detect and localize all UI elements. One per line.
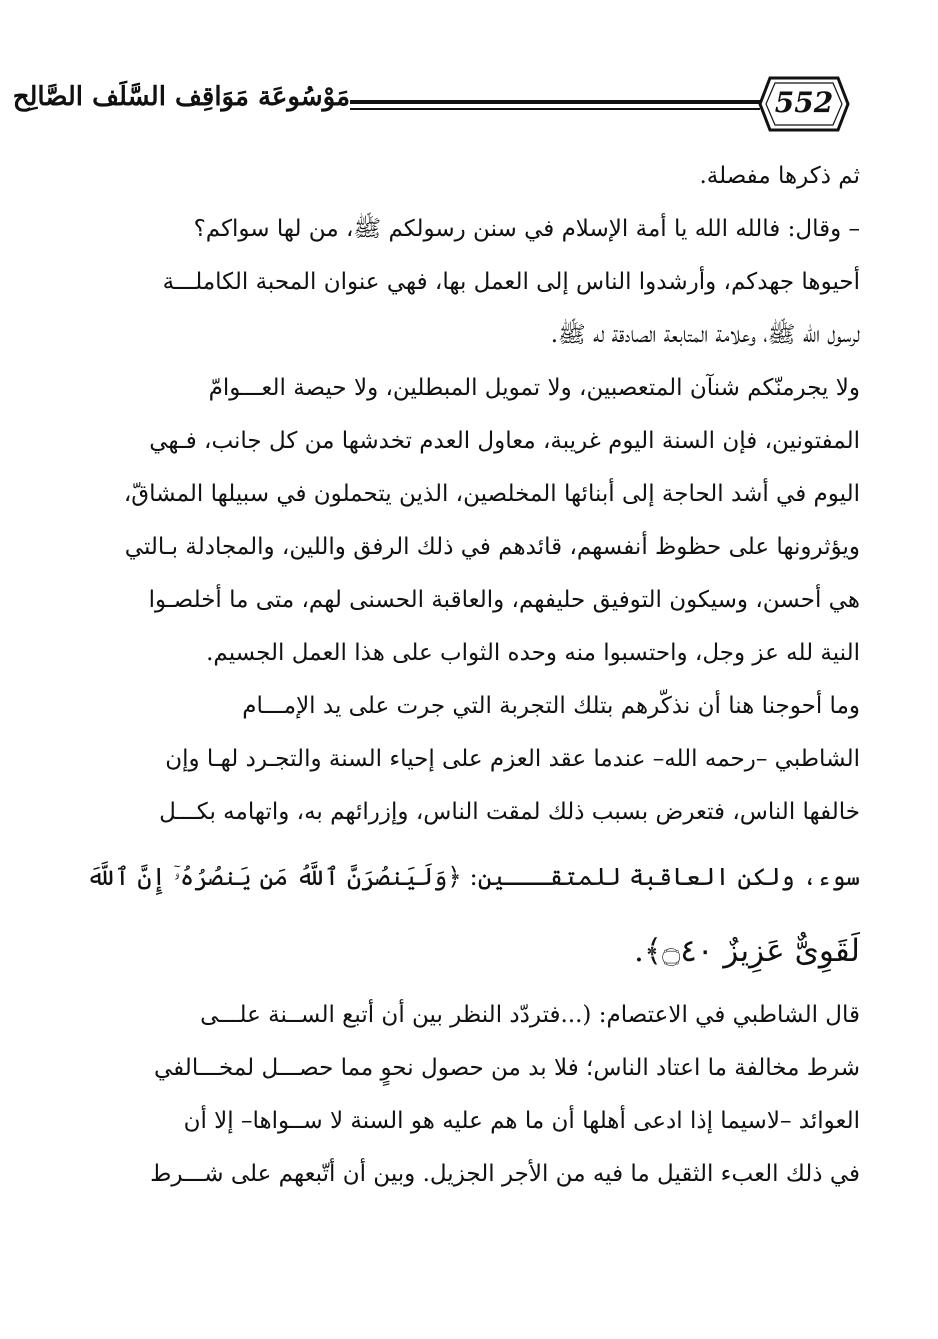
text-line: الشاطبي –رحمه الله– عندما عقد العزم على إحياء السنة والتجـرد لهـا وإن [165,746,860,772]
quran-verse-line: سوء، ولكن العاقبة للمتقـــين: ﴿وَلَيَنصُرَنَّ ٱللَّهُ مَن يَنصُرُهُۥٓ إِنَّ ٱللَّهَ [86,862,860,891]
text-line: ويؤثرونها على حظوظ أنفسهم، قائدهم في ذلك الرفق واللين، والمجادلة بـالتي [124,534,860,560]
text-line: اليوم في أشد الحاجة إلى أبنائها المخلصين، الذين يتحملون في سبيلها المشاقّ، [123,481,860,507]
text-line: هي أحسن، وسيكون التوفيق حليفهم، والعاقبة الحسنى لهم، متى ما أخلصـوا [148,587,860,613]
header-rule [350,100,760,104]
text-line: أحيوها جهدكم، وأرشدوا الناس إلى العمل بها، فهي عنوان المحبة الكاملـــة [162,269,860,295]
text-line: وما أحوجنا هنا أن نذكّرهم بتلك التجربة التي جرت على يد الإمـــام [242,693,860,719]
text-line: العوائد –لاسيما إذا ادعى أهلها أن ما هم عليه هو السنة لا ســواها– إلا أن [183,1108,860,1134]
page-number-badge [758,74,850,134]
page-number: 552 [774,86,834,119]
page-body [78,150,860,1201]
text-line: شرط مخالفة ما اعتاد الناس؛ فلا بد من حصول نحوٍ مما حصـــل لمخـــالفي [154,1055,860,1081]
text-line: خالفها الناس، فتعرض بسبب ذلك لمقت الناس، وإزرائهم به، واتهامه بكـــل [159,799,860,825]
text-line: المفتونين، فإن السنة اليوم غريبة، معاول العدم تخدشها من كل جانب، فـهي [149,428,860,454]
text-line: قال الشاطبي في الاعتصام: (...فتردّد النظر بين أن أتبع الســنة علـــى [200,1002,860,1028]
text-line: ولا يجرمنّكم شنآن المتعصبين، ولا تمويل المبطلين، ولا حيصة العـــوامّ [208,375,860,401]
text-line: – وقال: فالله الله يا أمة الإسلام في سنن رسولكم ﷺ، من لها سواكم؟ [193,216,860,242]
text-line: ثم ذكرها مفصلة. [699,163,860,189]
page-header [12,70,860,150]
quran-verse-line: لَقَوِىٌّ عَزِيزٌ ۝٤٠﴾. [634,933,860,969]
header-rule-thin [350,108,760,110]
text-line: النية لله عز وجل، واحتسبوا منه وحده الثواب على هذا العمل الجسيم. [206,640,860,666]
running-title: مَوْسُوعَة مَوَاقِف السَّلَف الصَّالِح [12,82,350,112]
text-line: لرسول الله ﷺ، وعلامة المتابعة الصادقة له ﷺ. [550,322,860,348]
text-line: في ذلك العبء الثقيل ما فيه من الأجر الجزيل. وبين أن أتّبعهم على شـــرط [150,1161,860,1187]
